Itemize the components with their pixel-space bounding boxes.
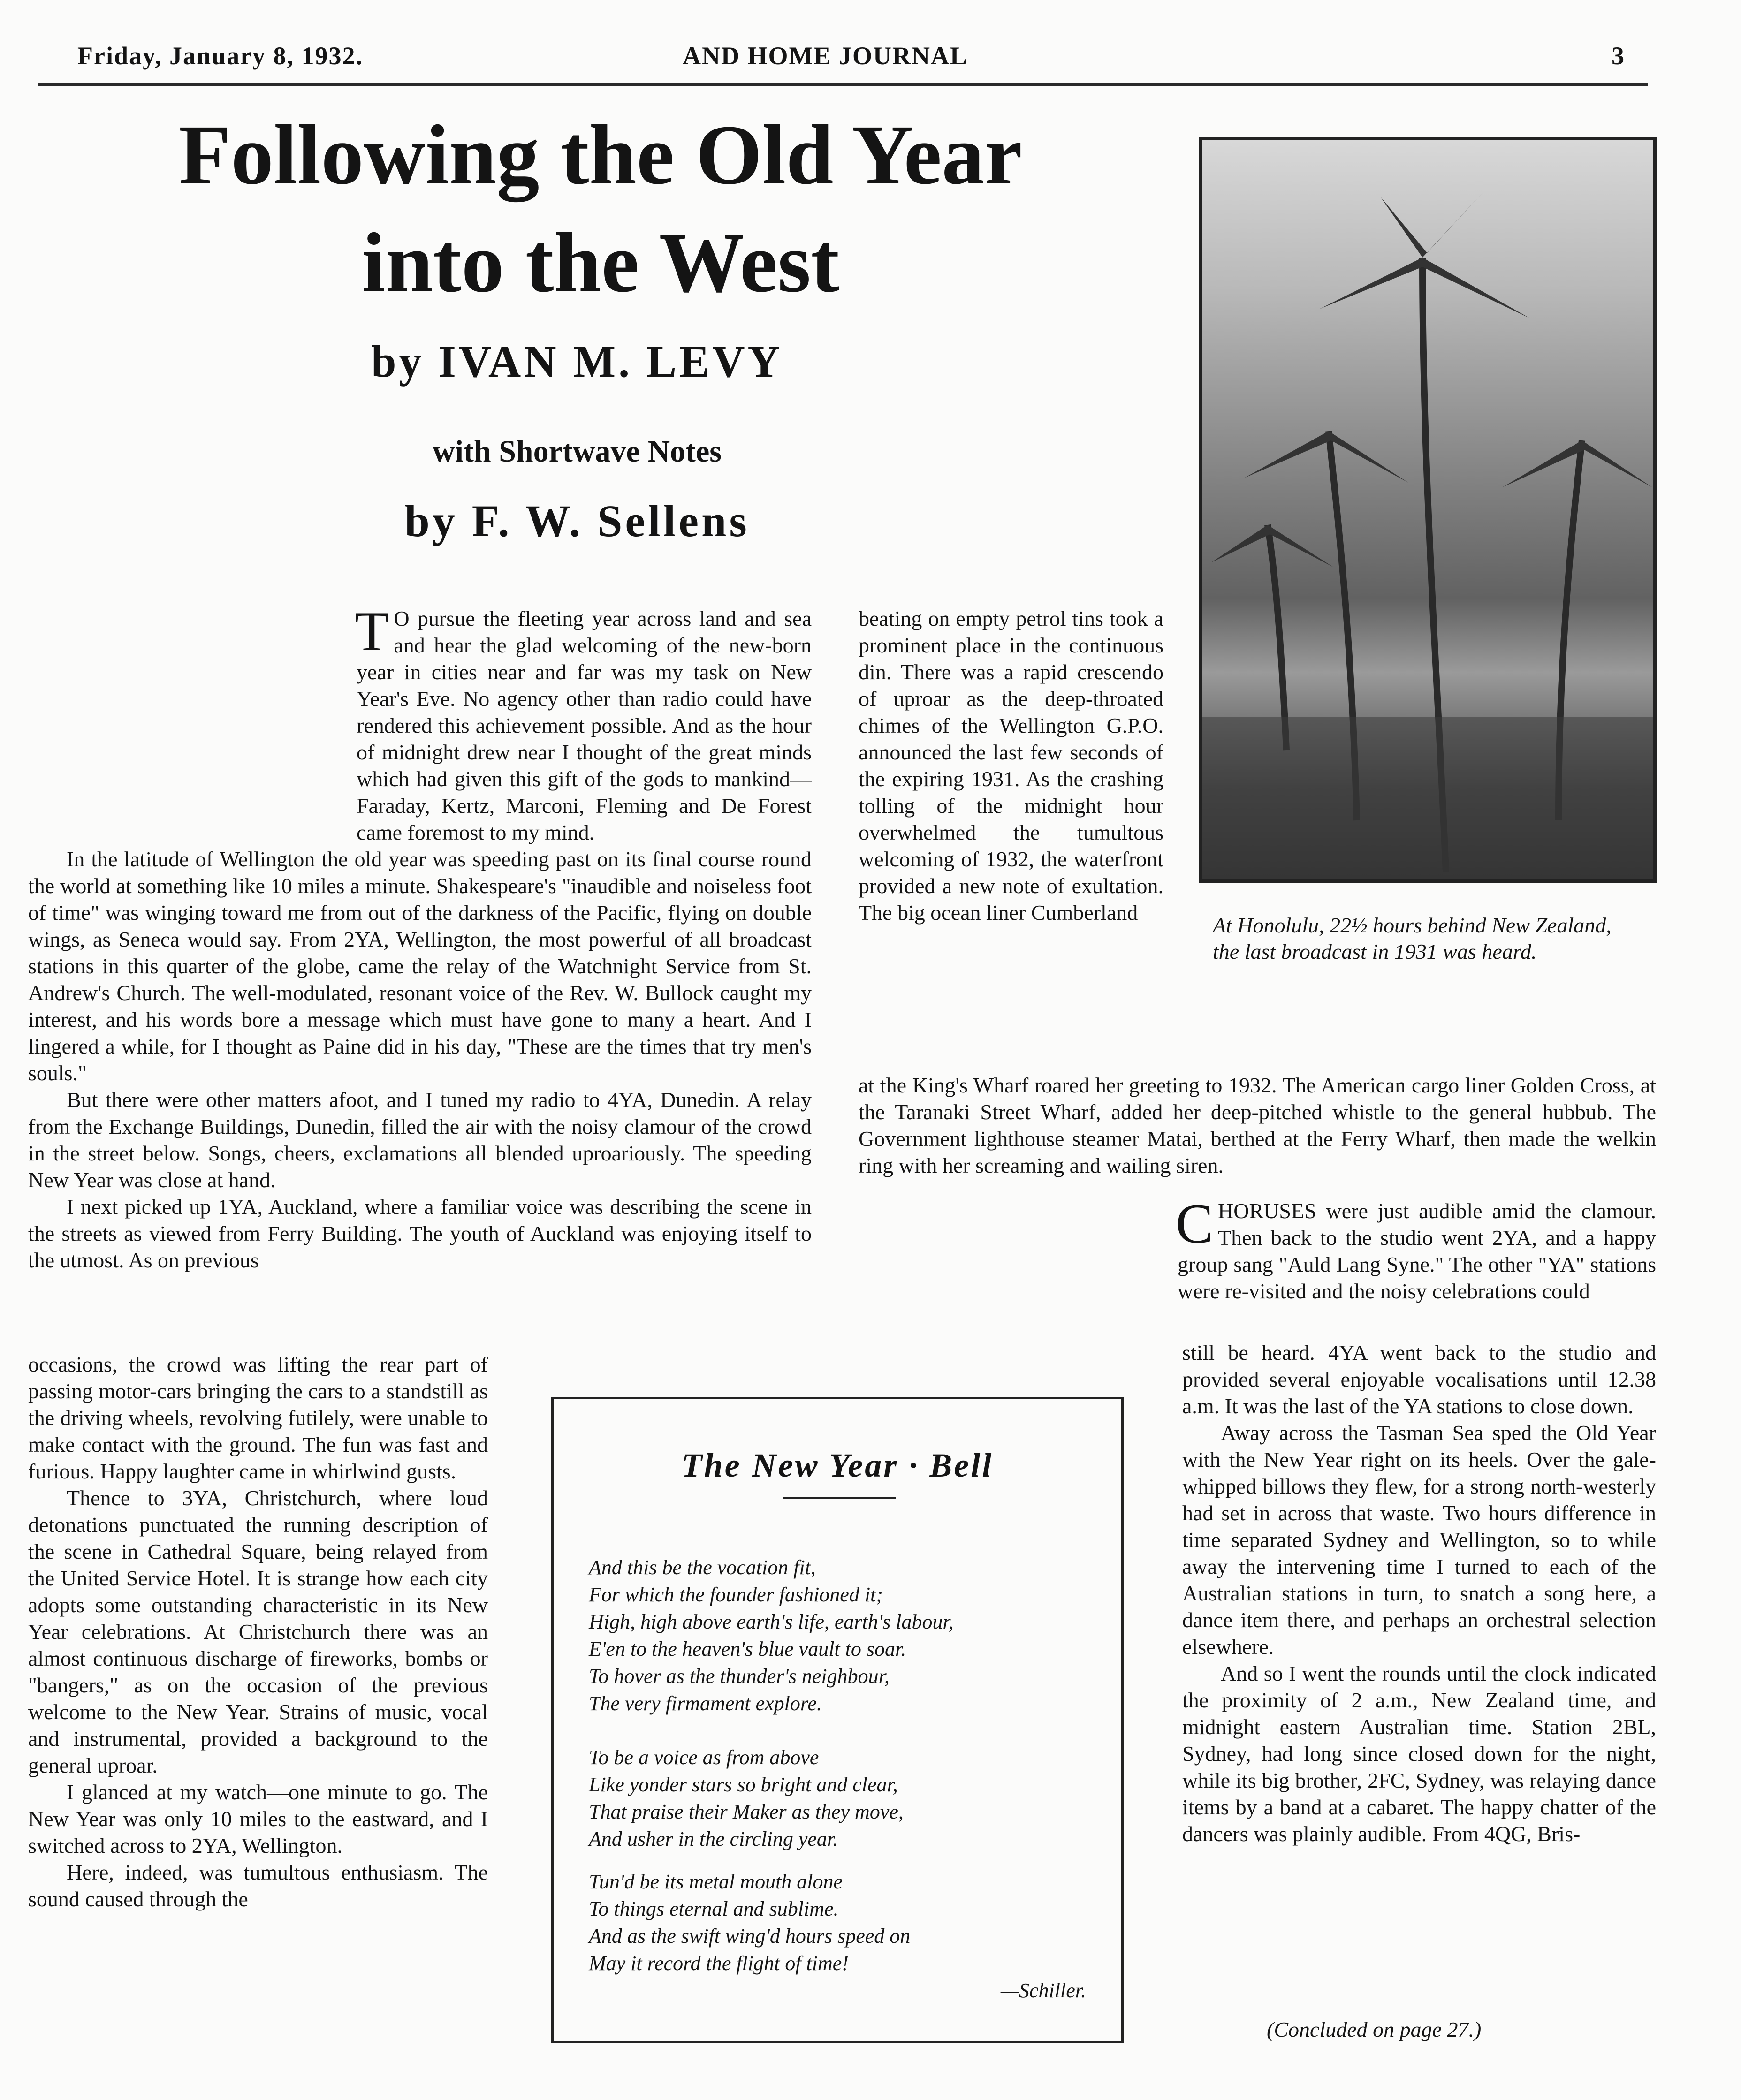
article-paragraph: Here, indeed, was tumultous enthusiasm. The sound caused through the [28, 1860, 488, 1911]
photo-caption: At Honolulu, 22½ hours behind New Zealand, the last broadcast in 1931 was heard. [1213, 913, 1612, 963]
poem-line: To be a voice as from above [589, 1746, 819, 1769]
article-paragraph: occasions, the crowd was lifting the rear part of passing motor-cars bringing the cars to a standstill as the driving wheels, revolving futilely, were unable to make contact with the ground. The fun was fast and furious. Happy laughter came in whirlwind gusts. [28, 1352, 488, 1483]
poem-line: Like yonder stars so bright and clear, [589, 1773, 898, 1796]
headline-line-2: into the West [362, 216, 839, 310]
byline-author: by IVAN M. LEVY [371, 336, 783, 387]
issue-date: Friday, January 8, 1932. [77, 42, 364, 70]
poem-line: Tun'd be its metal mouth alone [589, 1870, 843, 1893]
article-paragraph: at the King's Wharf roared her greeting to 1932. The American cargo liner Golden Cross, at the Taranaki Street Wharf, added her deep-pitched whistle to the general hubbub. The Government lighthouse steamer Matai, berthed at the Ferry Wharf, then made the welkin ring with her screaming and wailing siren. [859, 1073, 1656, 1177]
poem-line: That praise their Maker as they move, [589, 1800, 904, 1823]
poem-box [551, 1397, 1124, 2043]
article-paragraph: I next picked up 1YA, Auckland, where a familiar voice was describing the scene in the streets as viewed from Ferry Building. The youth of Auckland was enjoying itself to the utmost. As on previous [28, 1195, 812, 1272]
poem-title: The New Year · Bell [681, 1447, 994, 1484]
poem-line: The very firmament explore. [589, 1692, 822, 1715]
headline-line-1: Following the Old Year [178, 108, 1023, 202]
poem-line: And this be the vocation fit, [589, 1556, 816, 1579]
poem-author: —Schiller. [1000, 1979, 1086, 2002]
poem-line: To things eternal and sublime. [589, 1897, 839, 1920]
poem-stanza-1 [589, 1554, 1105, 1717]
poem-line: To hover as the thunder's neighbour, [589, 1665, 890, 1688]
poem-line: E'en to the heaven's blue vault to soar. [589, 1638, 906, 1660]
continued-note: (Concluded on page 27.) [1267, 2017, 1482, 2041]
article-paragraph: But there were other matters afoot, and I tuned my radio to 4YA, Dunedin. A relay from the Exchange Buildings, Dunedin, filled the air with the noisy clamour of the crowd in the street below. Songs, cheers, exclamations all blended uproariously. The speeding New Year was close at hand. [28, 1088, 812, 1192]
poem-line: High, high above earth's life, earth's labour, [589, 1610, 954, 1633]
poem-title-rule [783, 1497, 896, 1499]
article-paragraph: O pursue the fleeting year across land and sea and hear the glad welcoming of the new-born year in cities near and far was my task on New Year's Eve. No agency other than radio could have rendered this achievement possible. And as the hour of midnight drew near I thought of the great minds which had given this gift of the gods to mankind—Faraday, Kertz, Marconi, Fleming and De Forest came foremost to my mind. [357, 606, 812, 844]
poem-line: And as the swift wing'd hours speed on [589, 1925, 911, 1948]
page-number: 3 [1612, 42, 1625, 70]
poem-stanza-3 [589, 1868, 1105, 1977]
drop-cap-t: T [355, 600, 389, 662]
article-paragraph: And so I went the rounds until the clock indicated the proximity of 2 a.m., New Zealand time, and midnight eastern Australian time. Station 2BL, Sydney, had long since closed down for the night, while its big brother, 2FC, Sydney, was relaying dance items by a band at a cabaret. The happy chatter of the dancers was plainly audible. From 4QG, Bris- [1182, 1661, 1656, 1846]
poem-line: May it record the flight of time! [589, 1952, 849, 1975]
poem-line: For which the founder fashioned it; [589, 1583, 883, 1606]
poem-stanza-2 [589, 1744, 1105, 1853]
header-rule [38, 83, 1648, 86]
honolulu-palm-photo [1199, 137, 1657, 883]
article-paragraph: In the latitude of Wellington the old year was speeding past on its final course round the world at something like 10 miles a minute. Shakespeare's "inaudible and noiseless foot of time" was winging toward me from out of the darkness of the Pacific, flying on double wings, as Seneca would say. From 2YA, Wellington, the most powerful of all broadcast stations in this quarter of the globe, came the relay of the Watchnight Service from St. Andrew's Church. The well-modulated, resonant voice of the Rev. W. Bullock caught my interest, and his words bore a message which must have gone to many a heart. And I lingered a while, for I thought as Paine did in his day, "These are the times that try men's souls." [28, 847, 812, 1085]
poem-line: And usher in the circling year. [589, 1827, 838, 1850]
article-column-3 [1182, 1339, 1656, 1847]
article-paragraph: Away across the Tasman Sea sped the Old Year with the New Year right on its heels. Over the gale-whipped billows they flew, for a strong north-westerly had set in across that waste. Two hours difference in time separated Sydney and Wellington, so to while away the intervening time I turned to each of the Australian stations in turn, to snatch a song here, a dance item there, and perhaps an orchestral selection elsewhere. [1182, 1421, 1656, 1659]
article-column-2 [859, 605, 1163, 926]
drop-cap-c: C [1176, 1192, 1214, 1255]
article-column-1 [28, 600, 812, 1274]
article-paragraph: HORUSES were just audible amid the clamour. Then back to the studio went 2YA, and a happy group sang "Auld Lang Syne." The other "YA" stations were re-visited and the noisy celebrations could [1178, 1199, 1656, 1303]
article-paragraph: still be heard. 4YA went back to the studio and provided several enjoyable vocalisations until 12.38 a.m. It was the last of the YA stations to close down. [1182, 1341, 1656, 1418]
article-paragraph: beating on empty petrol tins took a prominent place in the continuous din. There was a rapid crescendo of uproar as the deep-throated chimes of the Wellington G.P.O. announced the last few seconds of the expiring 1931. As the crashing tolling of the midnight hour overwhelmed the tumultous welcoming of 1932, the waterfront provided a new note of exultation. The big ocean liner Cumberland [859, 606, 1163, 925]
byline-second-author: by F. W. Sellens [404, 496, 750, 546]
palm-trees-illustration [1202, 140, 1657, 883]
article-paragraph: I glanced at my watch—one minute to go. The New Year was only 10 miles to the eastward, and I switched across to 2YA, Wellington. [28, 1780, 488, 1857]
article-paragraph: Thence to 3YA, Christchurch, where loud detonations punctuated the running description of the scene in Cathedral Square, being relayed from the United Service Hotel. It is strange how each city adopts some outstanding characteristic in its New Year celebrations. At Christchurch there was an almost continuous discharge of fireworks, bombs or "bangers," as on the occasion of the previous welcome to the New Year. Strains of music, vocal and instrumental, provided a background to the general uproar. [28, 1486, 488, 1777]
article-wide-continuation [859, 1072, 1656, 1304]
article-column-1-lower [28, 1351, 488, 1912]
byline-subtitle: with Shortwave Notes [433, 434, 722, 469]
journal-name: AND HOME JOURNAL [683, 42, 968, 70]
